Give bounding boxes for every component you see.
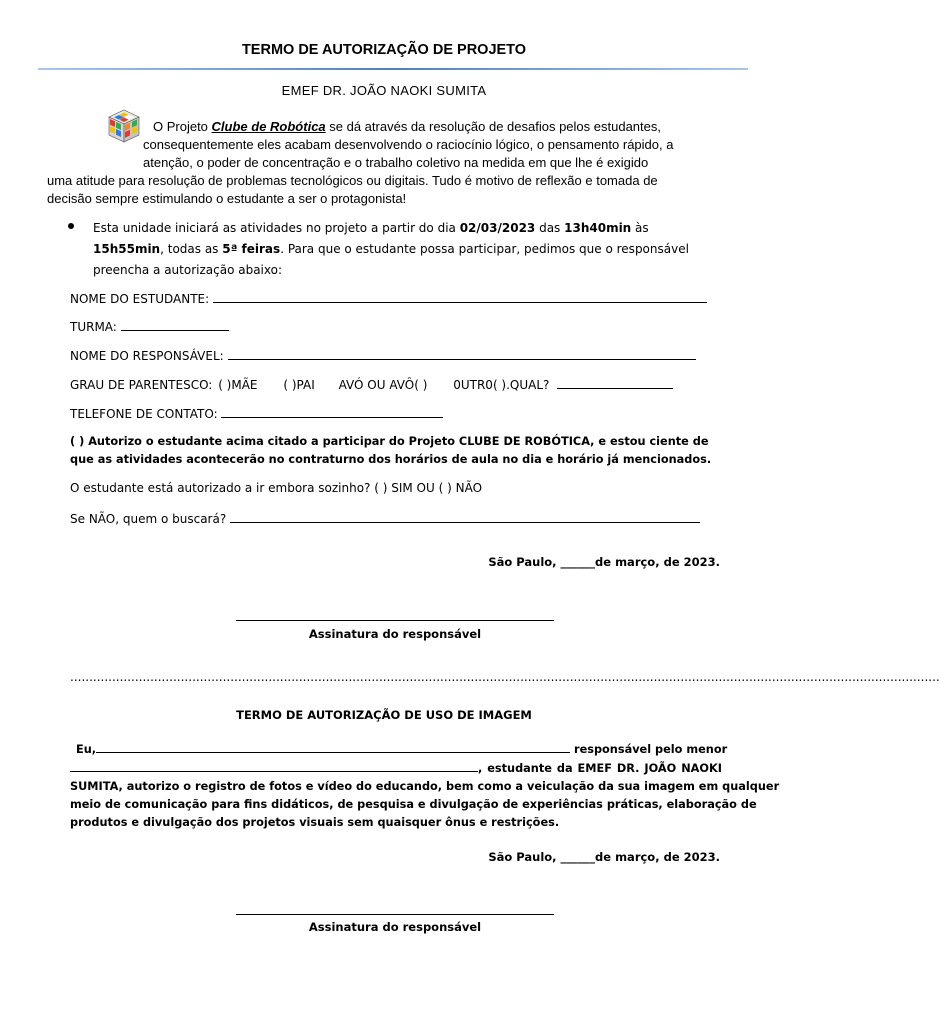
kinship-label: GRAU DE PARENTESCO: [70, 378, 213, 392]
kinship-row [70, 376, 673, 392]
date-line: São Paulo, ______de março, de 2023. [488, 555, 720, 569]
kinship-other-option[interactable]: 0UTR0( ).QUAL? [453, 378, 550, 392]
cut-line: .................................................................................................................................................................................................................................... [70, 670, 940, 684]
schedule-notice: Esta unidade iniciará as atividades no projeto a partir do dia 02/03/2023 das 13h40min às 15h55min, todas as 5ª feiras. Para que o estudante possa participar, pedimos que o responsável preencha a autorização abaixo: [93, 221, 689, 277]
image-term-line-1: Eu, responsável pelo menor [70, 740, 722, 759]
kinship-father-option[interactable]: ( )PAI [283, 378, 315, 392]
image-term-title: TERMO DE AUTORIZAÇÃO DE USO DE IMAGEM [236, 708, 532, 722]
bullet-icon [68, 223, 74, 229]
weekday: 5ª feiras [222, 242, 281, 256]
start-date: 02/03/2023 [459, 221, 536, 235]
intro-line-5: decisão sempre estimulando o estudante a ser o protagonista! [47, 191, 407, 206]
project-name: Clube de Robótica [211, 119, 326, 134]
intro-line-2: consequentemente eles acabam desenvolvendo o raciocínio lógico, o pensamento rápido, a [143, 137, 674, 152]
class-label: TURMA: [70, 320, 117, 334]
class-row [70, 318, 229, 334]
alone-question[interactable]: O estudante está autorizado a ir embora sozinho? ( ) SIM OU ( ) NÃO [70, 481, 483, 495]
intro-line-3: atenção, o poder de concentração e o trabalho coletivo na medida em que lhe é exigido [143, 155, 649, 170]
guardian-name-field[interactable] [228, 347, 696, 360]
project-authorization: ( ) Autorizo o estudante acima citado a participar do Projeto CLUBE DE ROBÓTICA, e estou ciente de que as atividades acontecerão no contraturno dos horários de aula no dia e horário já mencionados. [70, 435, 712, 466]
end-time: 15h55min [93, 242, 161, 256]
student-name-row [70, 290, 707, 306]
image-term-line-4: meio de comunicação para fins didáticos, de pesquisa e divulgação de experiências práticas, elaboração de [70, 798, 757, 811]
image-term-date-line: São Paulo, ______de março, de 2023. [488, 850, 720, 864]
kinship-grandparent-option[interactable]: AVÓ OU AVÔ( ) [338, 378, 428, 392]
kinship-mother-option[interactable]: ( )MÃE [218, 378, 258, 392]
image-term-line-3: SUMITA, autorizo o registro de fotos e vídeo do educando, bem como a veiculação da sua imagem em qualquer [70, 780, 780, 793]
image-term-name-field[interactable] [96, 740, 570, 753]
school-name: EMEF DR. JOÃO NAOKI SUMITA [281, 83, 487, 98]
signature-line[interactable] [236, 620, 554, 621]
image-term-line-5: produtos e divulgação dos projetos visuais sem quaisquer ônus e restrições. [70, 816, 560, 829]
guardian-name-row [70, 347, 696, 363]
pickup-field[interactable] [230, 510, 700, 523]
rubiks-cube-icon [106, 108, 142, 144]
image-term-signature-line[interactable] [236, 914, 554, 915]
image-term-body [70, 740, 780, 832]
class-field[interactable] [121, 318, 229, 331]
guardian-name-label: NOME DO RESPONSÁVEL: [70, 349, 224, 363]
image-term-signature-label: Assinatura do responsável [308, 920, 482, 934]
student-name-field[interactable] [213, 290, 707, 303]
phone-field[interactable] [221, 405, 443, 418]
title-divider [38, 68, 748, 70]
start-time: 13h40min [564, 221, 632, 235]
phone-label: TELEFONE DE CONTATO: [70, 407, 218, 421]
kinship-other-field[interactable] [557, 376, 673, 389]
image-term-minor-field[interactable] [70, 759, 478, 772]
signature-label: Assinatura do responsável [308, 627, 482, 641]
intro-line-4: uma atitude para resolução de problemas tecnológicos ou digitais. Tudo é motivo de reflexão e tomada de [47, 173, 658, 188]
document-title: TERMO DE AUTORIZAÇÃO DE PROJETO [241, 42, 527, 58]
intro-line-1: O Projeto Clube de Robótica se dá através da resolução de desafios pelos estudantes, [153, 119, 661, 134]
pickup-label: Se NÃO, quem o buscará? [70, 512, 227, 526]
image-term-line-2: , estudante da EMEF DR. JOÃO NAOKI [70, 759, 722, 778]
pickup-row [70, 510, 700, 526]
student-name-label: NOME DO ESTUDANTE: [70, 292, 210, 306]
phone-row [70, 405, 443, 421]
